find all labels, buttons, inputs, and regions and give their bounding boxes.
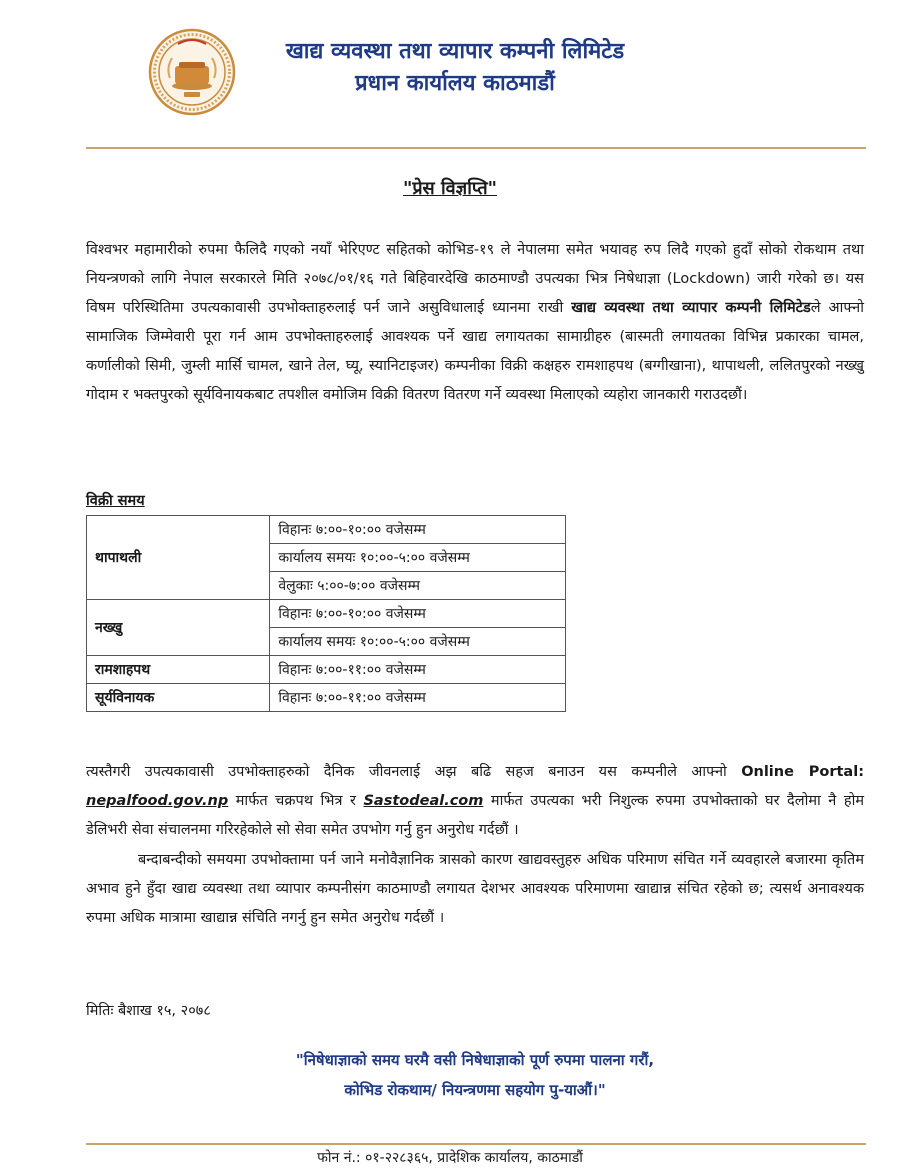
time-slot: कार्यालय समयः १०:००-५:०० वजेसम्म [270,628,566,656]
footer-divider [86,1143,866,1145]
table-row [87,516,566,544]
slogan-line: "निषेधाज्ञाको समय घरमै वसी निषेधाज्ञाको पूर्ण रुपमा पालना गरौं, [295,1051,655,1069]
table-row [87,600,566,628]
time-slot: वेलुकाः ५:००-७:०० वजेसम्म [270,572,566,600]
head-office-name: प्रधान कार्यालय काठमाडौं [355,71,555,96]
sales-time-heading: विक्री समय [86,493,145,509]
location-ramshahpath: रामशाहपथ [87,656,270,684]
table-row [87,656,566,684]
location-nakkhu: नख्खु [87,600,270,656]
time-slot: विहानः ७:००-११:०० वजेसम्म [270,684,566,712]
table-row [87,684,566,712]
location-thapathali: थापाथली [87,516,270,600]
time-slot: विहानः ७:००-११:०० वजेसम्म [270,656,566,684]
location-suryabinayak: सूर्यविनायक [87,684,270,712]
hoarding-advisory-paragraph: बन्दाबन्दीको समयमा उपभोक्तामा पर्न जाने मनोवैज्ञानिक त्रासको कारण खाद्यवस्तुहरु अधिक परिमाण संचित गर्ने व्यवहारले बजारमा कृतिम अभाव हुने हुँदा खाद्य व्यवस्था तथा व्यापार कम्पनीसंग काठमाण्डौ लगायत देशभर आवश्यक परिमाणमा खाद्यान्न संचित रहेको छ; त्यसर्थ अनावश्यक रुपमा अधिक मात्रामा खाद्यान्न संचिति नगर्नु हुन समेत अनुरोध गर्दछौं । [86,852,864,926]
header-divider [86,147,866,149]
organization-name: खाद्य व्यवस्था तथा व्यापार कम्पनी लिमिटेड [285,39,625,64]
time-slot: विहानः ७:००-१०:०० वजेसम्म [270,600,566,628]
company-name-bold: खाद्य व्यवस्था तथा व्यापार कम्पनी लिमिटेड [571,300,811,316]
online-portal-label: Online Portal: [741,764,864,780]
release-date: मितिः बैशाख १५, २०७८ [86,1003,211,1019]
slogan-line: कोभिड रोकथाम/ नियन्त्रणमा सहयोग पु-याऔं।" [344,1081,606,1099]
intro-paragraph: विश्वभर महामारीको रुपमा फैलिदै गएको नयाँ भेरिएण्ट सहितको कोभिड-१९ ले नेपालमा समेत भयावह रुप लिदै गएको हुदाँ सोको रोकथाम तथा नियन्त्रणको लागि नेपाल सरकारले मिति २०७८/०१/१६ गते बिहिवारदेखि काठमाण्डौ उपत्यका भित्र निषेधाज्ञा (Lockdown) जारी गरेको छ। यस विषम परिस्थितिमा उपत्यकावासी उपभोक्ताहरुलाई पर्न जाने असुविधालाई ध्यानमा राखी खाद्य व्यवस्था तथा व्यापार कम्पनी लिमिटेडले आफ्नो सामाजिक जिम्मेवारी पूरा गर्न आम उपभोक्ताहरुलाई आवश्यक पर्ने खाद्य लगायतका सामाग्रीहरु (बास्मती लगायतका विभिन्न प्रकारका चामल, कर्णालीको सिमी, जुम्ली मार्सि चामल, खाने तेल, घ्यू, स्यानिटाइजर) कम्पनीका विक्री कक्षहरु रामशाहपथ (बग्गीखाना), थापाथली, ललितपुरको नख्खु गोदाम र भक्तपुरको सूर्यविनायकबाट तपशील वमोजिम विक्री वितरण वितरण गर्ने व्यवस्था मिलाएको व्यहोरा जानकारी गराउदछौं। [86,242,864,403]
time-slot: विहानः ७:००-१०:०० वजेसम्म [270,516,566,544]
nepalfood-link[interactable]: nepalfood.gov.np [86,793,229,809]
footer-contact: फोन नं.: ०१-२२८३६५, प्रादेशिक कार्यालय, काठमाडौं [317,1150,583,1166]
online-portal-paragraph: त्यस्तैगरी उपत्यकावासी उपभोक्ताहरुको दैनिक जीवनलाई अझ बढि सहज बनाउन यस कम्पनीले आफ्नो Online Portal: nepalfood.gov.np मार्फत चक्रपथ भित्र र Sastodeal.com मार्फत उपत्यका भरी निशुल्क रुपमा उपभोक्ताको घर दैलोमा नै होम डेलिभरी सेवा संचालनमा गरिरहेकोले सो सेवा समेत उपभोग गर्नु हुन अनुरोध गर्दछौं । [86,764,864,838]
organization-title [255,36,655,100]
sales-schedule-table [86,515,566,712]
time-slot: कार्यालय समयः १०:००-५:०० वजेसम्म [270,544,566,572]
press-release-title: "प्रेस विज्ञप्ति" [402,178,498,199]
sastodeal-link[interactable]: Sastodeal.com [363,793,484,809]
company-seal-icon [148,28,236,116]
lockdown-slogan [220,1045,730,1105]
